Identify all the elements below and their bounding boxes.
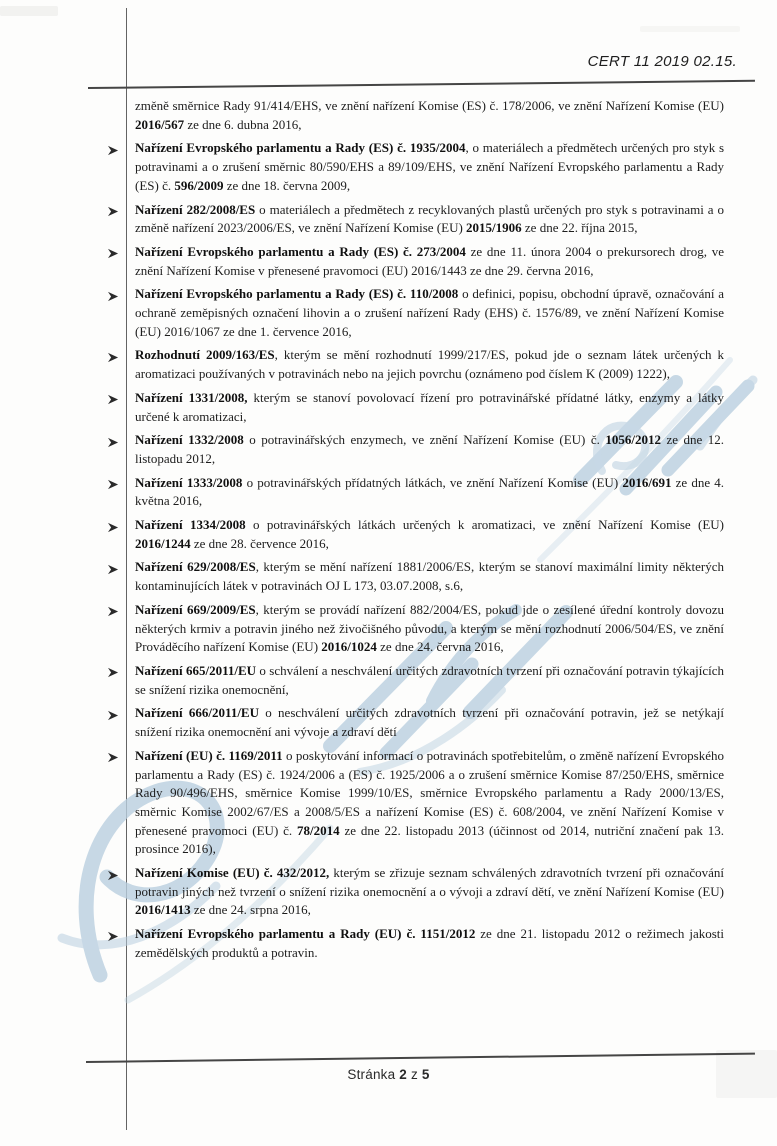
list-item-text: Nařízení Evropského parlamentu a Rady (EU) č. 1151/2012 ze dne 21. listopadu 2012 o režimech jakosti zemědělských produktů a potravin. — [135, 926, 724, 960]
list-item — [108, 662, 724, 699]
list-item — [108, 516, 724, 553]
list-item-text: Nařízení Evropského parlamentu a Rady (ES) č. 273/2004 ze dne 11. února 2004 o prekursorech drog, ve znění Nařízení Komise v přenesené pravomoci (EU) 2016/1443 ze dne 29. června 2016, — [135, 243, 724, 278]
arrow-glyph — [108, 352, 119, 363]
footer-separator: z — [410, 1067, 418, 1082]
bullet-arrow-icon — [108, 747, 135, 859]
bullet-arrow-icon — [108, 346, 135, 383]
list-item — [108, 925, 724, 962]
list-item — [108, 243, 724, 280]
bullet-arrow-icon — [108, 285, 135, 341]
bullet-arrow-icon — [108, 431, 135, 468]
arrow-glyph — [108, 667, 119, 678]
list-item-text: Nařízení 1333/2008 o potravinářských přídatných látkách, ve znění Nařízení Komise (EU) 2016/691 ze dne 4. května 2016, — [135, 474, 725, 509]
list-item — [108, 139, 724, 195]
list-item-text: Nařízení 1331/2008, kterým se stanoví povolovací řízení pro potravinářské přídatné látky, enzymy a látky určené k aromatizaci, — [135, 389, 724, 424]
list-item-text: Nařízení 669/2009/ES, kterým se provádí nařízení 882/2004/ES, pokud jde o zesílené úřední kontroly dovozu některých krmiv a potravin jiného než živočišného původu, a kterým se mění rozhodnutí 2006/504/ES, ve znění Prováděcího nařízení Komise (EU) 2016/1024 ze dne 24. června 2016, — [135, 601, 724, 655]
bullet-arrow-icon — [108, 558, 135, 595]
bullet-arrow-icon — [108, 662, 135, 699]
list-item — [108, 747, 724, 859]
list-item — [108, 431, 724, 468]
arrow-glyph — [108, 206, 119, 217]
list-item — [108, 601, 724, 657]
arrow-glyph — [108, 564, 119, 575]
bullet-arrow-icon — [108, 474, 135, 511]
arrow-glyph — [108, 522, 119, 533]
arrow-glyph — [108, 606, 119, 617]
list-item-text: změně směrnice Rady 91/414/EHS, ve znění nařízení Komise (ES) č. 178/2006, ve znění Nařízení Komise (EU) 2016/567 ze dne 6. dubna 2016, — [135, 98, 724, 132]
arrow-glyph — [108, 479, 119, 490]
list-item — [108, 389, 724, 426]
header-rule — [88, 80, 755, 89]
bullet-arrow-icon — [108, 925, 135, 962]
arrow-glyph — [108, 145, 119, 156]
bullet-arrow-icon — [108, 243, 135, 280]
list-item — [108, 346, 724, 383]
list-item-text: Nařízení 1334/2008 o potravinářských látkách určených k aromatizaci, ve znění Nařízení Komise (EU) 2016/1244 ze dne 28. července 2016, — [135, 517, 724, 551]
arrow-glyph — [108, 931, 119, 942]
arrow-glyph — [108, 248, 119, 259]
regulation-list — [108, 97, 724, 968]
bullet-arrow-icon — [108, 704, 135, 741]
list-item-text: Nařízení 1332/2008 o potravinářských enzymech, ve znění Nařízení Komise (EU) č. 1056/2012 ze dne 12. listopadu 2012, — [135, 432, 724, 466]
arrow-glyph — [108, 752, 119, 763]
scan-smudge — [0, 6, 58, 16]
list-item-text: Nařízení 665/2011/EU o schválení a neschválení určitých zdravotních tvrzení při označování potravin týkajících se snížení rizika onemocnění, — [135, 662, 724, 697]
list-item-text: Nařízení (EU) č. 1169/2011 o poskytování informací o potravinách spotřebitelům, o změně nařízení Evropského parlamentu a Rady (ES) č. 1924/2006 a (ES) č. 1925/2006 a o zrušení směrnice Komise 87/250/EHS, směrnice Rady 90/496/EHS, směrnice Komise 1999/10/ES, směrnice Evropského parlamentu a Rady 2000/13/ES, směrnic Komise 2002/67/ES a 2008/5/ES a nařízení Komise (ES) č. 608/2004, ve znění Nařízení Komise v přenesené pravomoci (EU) č. 78/2014 ze dne 22. listopadu 2013 (účinnost od 2014, nutriční značení pak 13. prosince 2016), — [135, 747, 724, 857]
list-item — [108, 474, 724, 511]
footer-page-total: 5 — [421, 1067, 430, 1082]
header-document-code: CERT 11 2019 02.15. — [587, 53, 737, 70]
arrow-glyph — [108, 291, 119, 302]
list-item-text: Nařízení 282/2008/ES o materiálech a předmětech z recyklovaných plastů určených pro styk s potravinami a o změně nařízení 2023/2006/ES, ve znění Nařízení Komise (EU) 2015/1906 ze dne 22. října 2015, — [135, 201, 724, 236]
bullet-arrow-icon — [108, 201, 135, 238]
list-item-text: Nařízení 666/2011/EU o neschválení určitých zdravotních tvrzení při označování potravin, jež se netýkají snížení rizika onemocnění ani vývoje a zdraví dětí — [135, 705, 724, 740]
list-item — [108, 285, 724, 341]
arrow-glyph — [108, 710, 119, 721]
page-footer — [0, 1067, 777, 1082]
list-item — [108, 201, 724, 238]
list-item-text: Nařízení Evropského parlamentu a Rady (ES) č. 1935/2004, o materiálech a předmětech určených pro styk s potravinami a o zrušení směrnic 80/590/EHS a 89/109/EHS, ve znění Nařízení Evropského parlamentu a Rady (ES) č. 596/2009 ze dne 18. června 2009, — [135, 140, 725, 193]
arrow-glyph — [108, 870, 119, 881]
paragraph-continuation — [108, 97, 724, 134]
bullet-arrow-icon — [108, 601, 135, 657]
list-item-text: Nařízení 629/2008/ES, kterým se mění nařízení 1881/2006/ES, kterým se stanoví maximální limity některých kontaminujících látek v potravinách OJ L 173, 03.07.2008, s.6, — [135, 559, 724, 594]
footer-label: Stránka — [347, 1067, 396, 1082]
footer-page-number: 2 — [399, 1067, 408, 1082]
bullet-arrow-icon — [108, 864, 135, 920]
list-item — [108, 864, 724, 920]
arrow-glyph — [108, 437, 119, 448]
list-item — [108, 704, 724, 741]
bullet-arrow-icon — [108, 139, 135, 195]
arrow-glyph — [108, 394, 119, 405]
scan-smudge — [640, 26, 740, 32]
list-item-text: Rozhodnutí 2009/163/ES, kterým se mění rozhodnutí 1999/217/ES, pokud jde o seznam látek určených k aromatizaci používaných v potravinách nebo na jejich povrchu (oznámeno pod číslem K (2009) 1222), — [135, 347, 724, 382]
bullet-spacer — [108, 97, 135, 134]
bullet-arrow-icon — [108, 516, 135, 553]
list-item-text: Nařízení Komise (EU) č. 432/2012, kterým se zřizuje seznam schválených zdravotních tvrzení při označování potravin jiných než tvrzení o snížení rizika onemocnění a o vývoji a zdraví dětí, ve znění Nařízení Komise (EU) 2016/1413 ze dne 24. srpna 2016, — [135, 865, 724, 918]
list-item-text: Nařízení Evropského parlamentu a Rady (ES) č. 110/2008 o definici, popisu, obchodní úpravě, označování a ochraně zeměpisných označení lihovin a o zrušení nařízení Rady (EHS) č. 1576/89, ve znění Nařízení Komise (EU) 2016/1067 ze dne 1. července 2016, — [135, 286, 724, 339]
footer-rule — [86, 1053, 755, 1063]
bullet-arrow-icon — [108, 389, 135, 426]
list-item — [108, 558, 724, 595]
